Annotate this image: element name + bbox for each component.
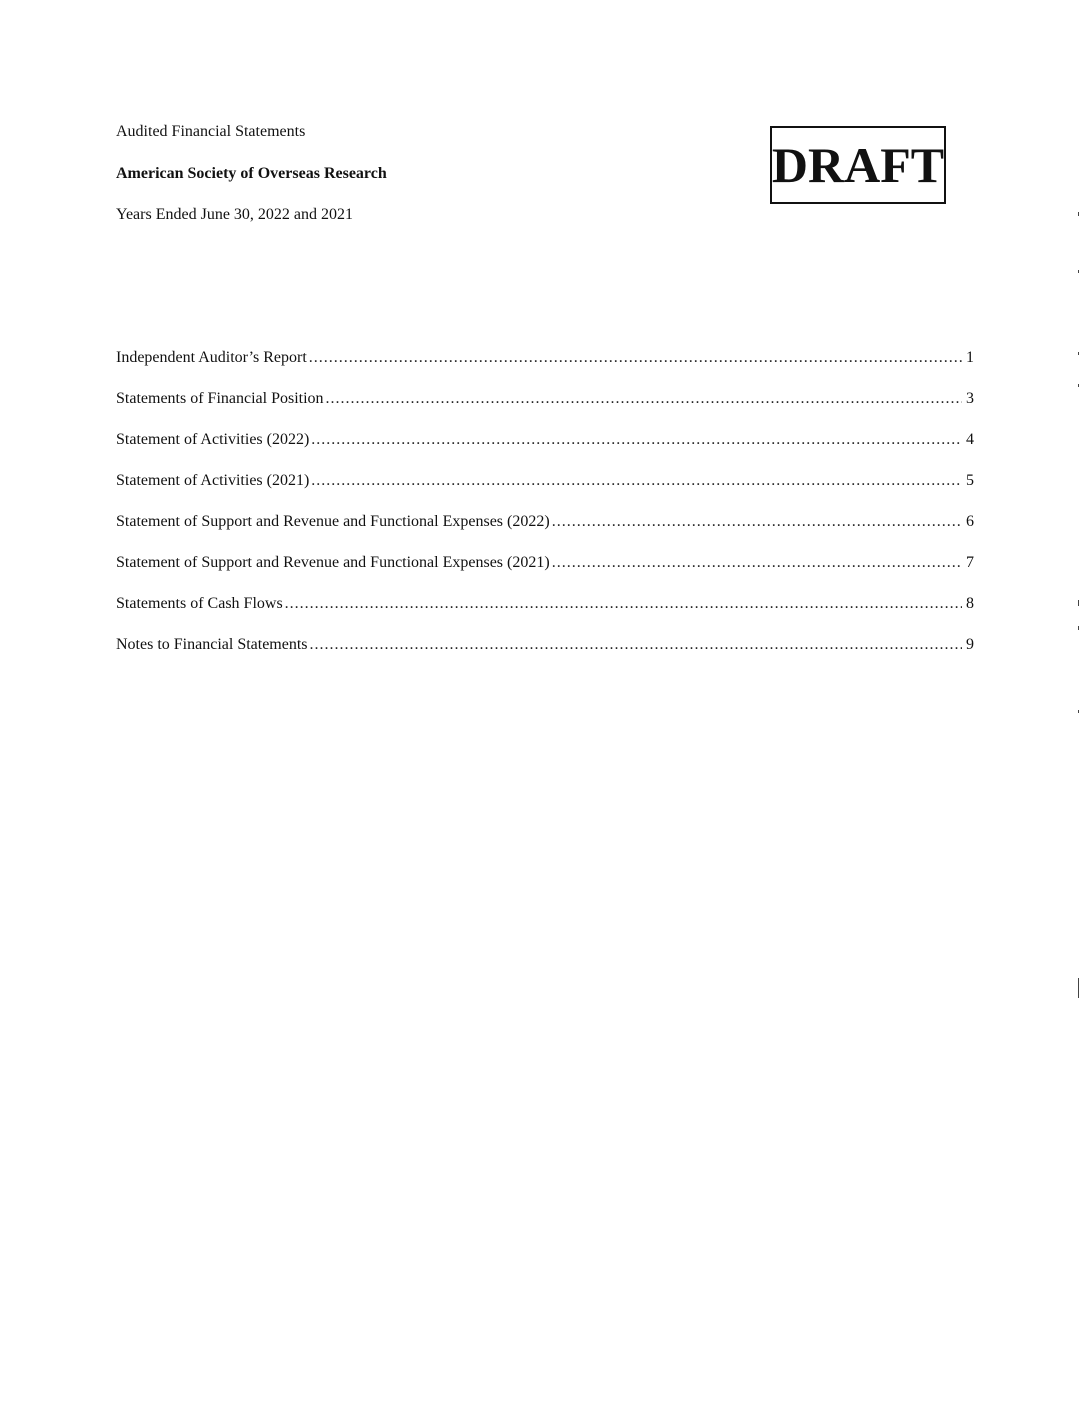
document-type: Audited Financial Statements (116, 123, 306, 140)
toc-entry-title: Statements of Financial Position (116, 390, 324, 407)
toc-entry-page: 3 (966, 390, 974, 407)
toc-entry-page: 8 (966, 595, 974, 612)
toc-dot-leader (311, 430, 962, 450)
toc-dot-leader (285, 594, 962, 614)
toc-entry-activities-2021 (116, 471, 974, 512)
scan-artifact (1078, 710, 1079, 713)
scan-artifact (1078, 626, 1079, 630)
scan-artifact (1078, 384, 1079, 387)
toc-dot-leader (310, 635, 962, 655)
organization-name: American Society of Overseas Research (116, 165, 387, 182)
scan-artifact (1078, 352, 1079, 355)
toc-entry-activities-2022 (116, 430, 974, 471)
toc-entry-page: 7 (966, 554, 974, 571)
toc-entry-cash-flows (116, 594, 974, 635)
toc-dot-leader (552, 553, 962, 573)
toc-entry-title: Statement of Support and Revenue and Functional Expenses (2022) (116, 513, 550, 530)
toc-entry-financial-position (116, 389, 974, 430)
toc-entry-page: 1 (966, 349, 974, 366)
scan-artifact (1078, 978, 1079, 998)
toc-entry-page: 9 (966, 636, 974, 653)
reporting-period: Years Ended June 30, 2022 and 2021 (116, 206, 354, 223)
toc-entry-page: 5 (966, 472, 974, 489)
table-of-contents (116, 348, 974, 676)
scan-artifact (1078, 600, 1079, 606)
toc-entry-auditors-report (116, 348, 974, 389)
toc-entry-page: 4 (966, 431, 974, 448)
toc-entry-title: Statement of Activities (2021) (116, 472, 310, 489)
toc-dot-leader (552, 512, 962, 532)
toc-entry-title: Notes to Financial Statements (116, 636, 308, 653)
toc-entry-functional-expenses-2021 (116, 553, 974, 594)
toc-dot-leader (309, 348, 962, 368)
toc-entry-notes (116, 635, 974, 676)
scan-artifact (1078, 212, 1079, 216)
toc-entry-title: Statement of Support and Revenue and Functional Expenses (2021) (116, 554, 550, 571)
draft-stamp (770, 126, 946, 204)
draft-stamp-label: DRAFT (771, 137, 945, 193)
toc-entry-title: Statement of Activities (2022) (116, 431, 310, 448)
toc-entry-title: Statements of Cash Flows (116, 595, 283, 612)
toc-entry-page: 6 (966, 513, 974, 530)
toc-dot-leader (326, 389, 962, 409)
toc-entry-functional-expenses-2022 (116, 512, 974, 553)
toc-entry-title: Independent Auditor’s Report (116, 349, 307, 366)
scan-artifact (1078, 270, 1079, 273)
toc-dot-leader (311, 471, 962, 491)
